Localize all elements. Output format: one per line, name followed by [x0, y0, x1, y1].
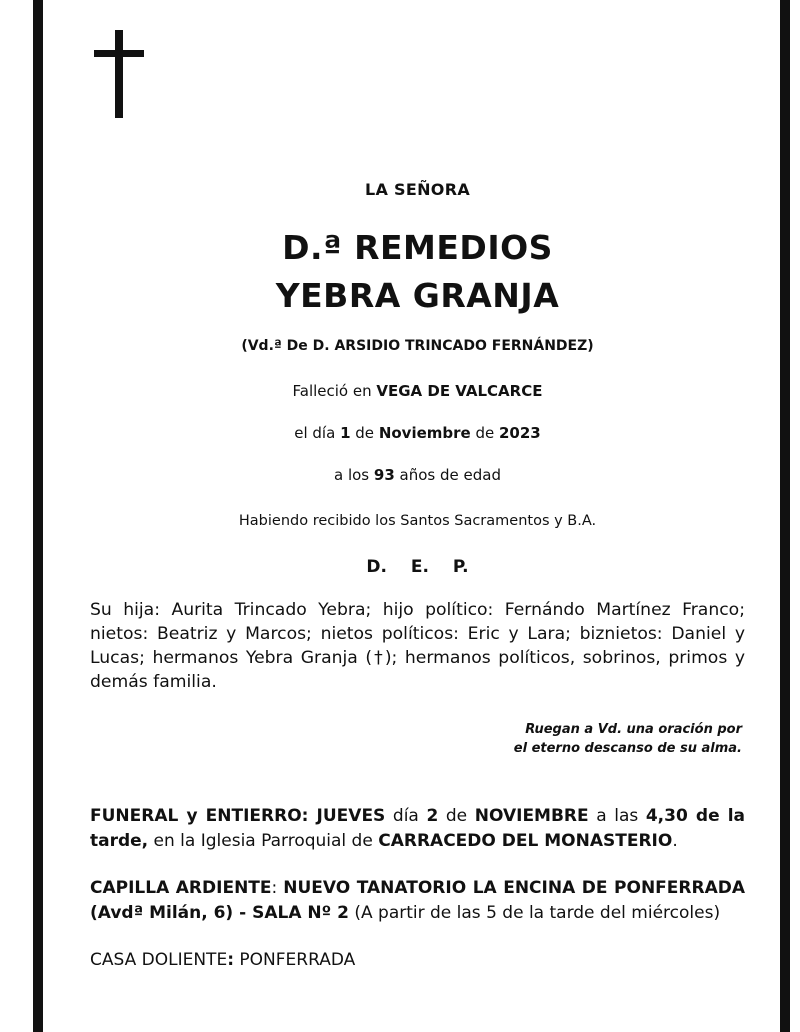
prayer-line-2: el eterno descanso de su alma. — [513, 741, 742, 756]
left-border — [33, 0, 43, 1032]
funeral-info: FUNERAL y ENTIERRO: JUEVES día 2 de NOVIEMBRE a las 4,30 de la tarde, en la Iglesia Parroquial de CARRACEDO DEL MONASTERIO. — [90, 806, 746, 851]
deceased-name — [90, 224, 745, 320]
name-line-1: D.ª REMEDIOS — [282, 228, 553, 267]
widow-of: (Vd.ª De D. ARSIDIO TRINCADO FERNÁNDEZ) — [241, 338, 594, 354]
age: a los 93 años de edad — [334, 466, 501, 484]
sacraments: Habiendo recibido los Santos Sacramentos y B.A. — [238, 513, 597, 529]
death-date: el día 1 de Noviembre de 2023 — [294, 424, 541, 442]
dep: D. E. P. — [366, 557, 469, 577]
prayer-request — [342, 720, 742, 758]
prayer-line-1: Ruegan a Vd. una oración por — [525, 722, 742, 737]
mourning-house: CASA DOLIENTE: PONFERRADA — [90, 950, 356, 970]
right-border — [780, 0, 790, 1032]
family-list: Su hija: Aurita Trincado Yebra; hijo político: Fernándo Martínez Franco; nietos: Beatriz y Marcos; nietos políticos: Eric y Lara; biznietos: Daniel y Lucas; hermanos Yebra Granja (†); hermanos políticos, sobrinos, primos y demás familia. — [90, 600, 745, 692]
name-line-2: YEBRA GRANJA — [275, 276, 560, 315]
title-label: LA SEÑORA — [365, 180, 470, 199]
cross-icon — [94, 30, 144, 118]
death-place: Falleció en VEGA DE VALCARCE — [292, 382, 543, 400]
chapel-info: CAPILLA ARDIENTE: NUEVO TANATORIO LA ENCINA DE PONFERRADA (Avdª Milán, 6) - SALA Nº 2 (A partir de las 5 de la tarde del miércoles) — [90, 878, 746, 923]
